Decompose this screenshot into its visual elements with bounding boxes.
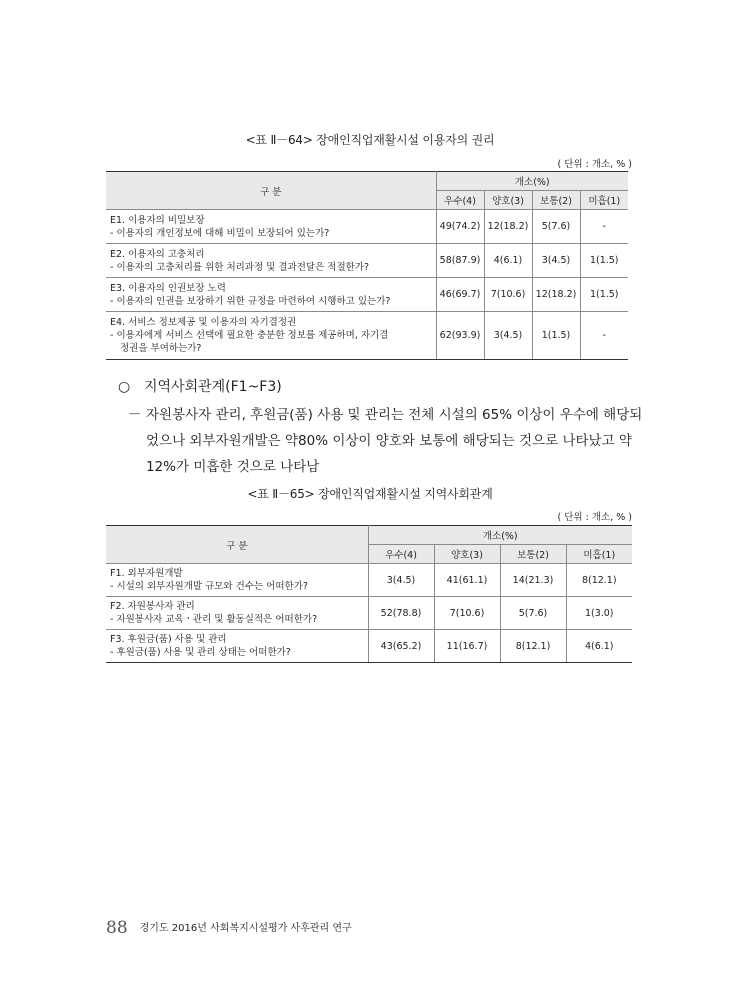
cell-value: 3(4.5)	[532, 244, 580, 278]
row-title: F1. 외부자원개발	[110, 568, 183, 579]
section-heading	[118, 376, 282, 396]
table-row	[106, 312, 628, 360]
cell-value: 7(10.6)	[484, 278, 532, 312]
table2	[106, 525, 632, 663]
table-row	[106, 244, 628, 278]
cell-value: 4(6.1)	[484, 244, 532, 278]
cell-value: 1(3.0)	[566, 597, 632, 630]
row-title: F2. 자원봉사자 관리	[110, 601, 195, 612]
row-title: E2. 이용자의 고충처리	[110, 248, 205, 260]
row-desc: - 자원봉사자 교육ㆍ관리 및 활동실적은 어떠한가?	[110, 614, 318, 625]
row-title: E1. 이용자의 비밀보장	[110, 214, 205, 226]
table1-col-header: 우수(4)	[436, 191, 484, 210]
cell-value: 1(1.5)	[580, 278, 628, 312]
row-desc: - 시설의 외부자원개발 규모와 건수는 어떠한가?	[110, 581, 308, 592]
table2-header-category: 구 분	[106, 526, 368, 564]
row-desc: - 후원금(품) 사용 및 관리 상태는 어떠한가?	[110, 647, 291, 658]
table-row	[106, 597, 632, 630]
cell-value: 5(7.6)	[532, 210, 580, 244]
table2-col-header: 양호(3)	[434, 545, 500, 564]
row-label	[106, 597, 368, 630]
table1-unit: ( 단위 : 개소, % )	[557, 159, 632, 170]
cell-value: 5(7.6)	[500, 597, 566, 630]
row-desc: - 이용자의 고충처리를 위한 처리과정 및 결과전달은 적절한가?	[110, 261, 370, 273]
table2-col-header: 미흡(1)	[566, 545, 632, 564]
cell-value: 14(21.3)	[500, 564, 566, 597]
row-label	[106, 278, 436, 312]
dash-bullet-icon: －	[128, 407, 142, 423]
section-heading-text: 지역사회관계(F1~F3)	[144, 379, 282, 395]
table2-col-header: 우수(4)	[368, 545, 434, 564]
table-row	[106, 630, 632, 663]
row-label	[106, 564, 368, 597]
table1-header-category: 구 분	[106, 172, 436, 210]
cell-value: 3(4.5)	[368, 564, 434, 597]
table2-unit: ( 단위 : 개소, % )	[557, 512, 632, 523]
row-desc: - 이용자에게 서비스 선택에 필요한 충분한 정보를 제공하며, 자기결	[110, 330, 389, 341]
row-title: E4. 서비스 정보제공 및 이용자의 자기결정권	[110, 317, 297, 328]
cell-value: 4(6.1)	[566, 630, 632, 663]
cell-value: 49(74.2)	[436, 210, 484, 244]
cell-value: 43(65.2)	[368, 630, 434, 663]
cell-value: -	[580, 210, 628, 244]
table1-caption: <표 Ⅱ－64> 장애인직업재활시설 이용자의 권리	[245, 133, 495, 147]
paragraph-line: 었으나 외부자원개발은 약80% 이상이 양호와 보통에 해당되는 것으로 나타났고 약	[146, 433, 632, 449]
cell-value: 52(78.8)	[368, 597, 434, 630]
cell-value: 7(10.6)	[434, 597, 500, 630]
section-paragraph	[128, 402, 643, 480]
cell-value: 41(61.1)	[434, 564, 500, 597]
table2-header-group: 개소(%)	[368, 526, 632, 545]
row-desc: - 이용자의 개인정보에 대해 비밀이 보장되어 있는가?	[110, 227, 330, 239]
table1-col-header: 양호(3)	[484, 191, 532, 210]
table-row	[106, 210, 628, 244]
cell-value: 62(93.9)	[436, 312, 484, 360]
row-desc-continued: 정권을 부여하는가?	[120, 343, 202, 354]
row-title: F3. 후원금(품) 사용 및 관리	[110, 634, 227, 645]
page-number: 88	[106, 918, 128, 938]
cell-value: 12(18.2)	[532, 278, 580, 312]
cell-value: 8(12.1)	[566, 564, 632, 597]
row-label	[106, 312, 436, 360]
footer-text: 경기도 2016년 사회복지시설평가 사후관리 연구	[139, 923, 352, 934]
row-title: E3. 이용자의 인권보장 노력	[110, 282, 226, 294]
table2-caption: <표 Ⅱ－65> 장애인직업재활시설 지역사회관계	[247, 487, 493, 501]
page-footer	[106, 918, 352, 938]
row-label	[106, 210, 436, 244]
table1-col-header: 보통(2)	[532, 191, 580, 210]
cell-value: 8(12.1)	[500, 630, 566, 663]
cell-value: -	[580, 312, 628, 360]
table-row	[106, 564, 632, 597]
cell-value: 46(69.7)	[436, 278, 484, 312]
circle-bullet-icon: ○	[118, 379, 131, 395]
cell-value: 12(18.2)	[484, 210, 532, 244]
cell-value: 11(16.7)	[434, 630, 500, 663]
row-label	[106, 630, 368, 663]
row-label	[106, 244, 436, 278]
table1	[106, 171, 628, 360]
table2-col-header: 보통(2)	[500, 545, 566, 564]
cell-value: 1(1.5)	[532, 312, 580, 360]
paragraph-line: 자원봉사자 관리, 후원금(품) 사용 및 관리는 전체 시설의 65% 이상이 우수에 해당되	[146, 407, 643, 423]
cell-value: 58(87.9)	[436, 244, 484, 278]
table-row	[106, 278, 628, 312]
cell-value: 1(1.5)	[580, 244, 628, 278]
table1-col-header: 미흡(1)	[580, 191, 628, 210]
cell-value: 3(4.5)	[484, 312, 532, 360]
table1-header-group: 개소(%)	[436, 172, 628, 191]
row-desc: - 이용자의 인권을 보장하기 위한 규정을 마련하여 시행하고 있는가?	[110, 295, 391, 307]
paragraph-line: 12%가 미흡한 것으로 나타남	[146, 459, 320, 475]
